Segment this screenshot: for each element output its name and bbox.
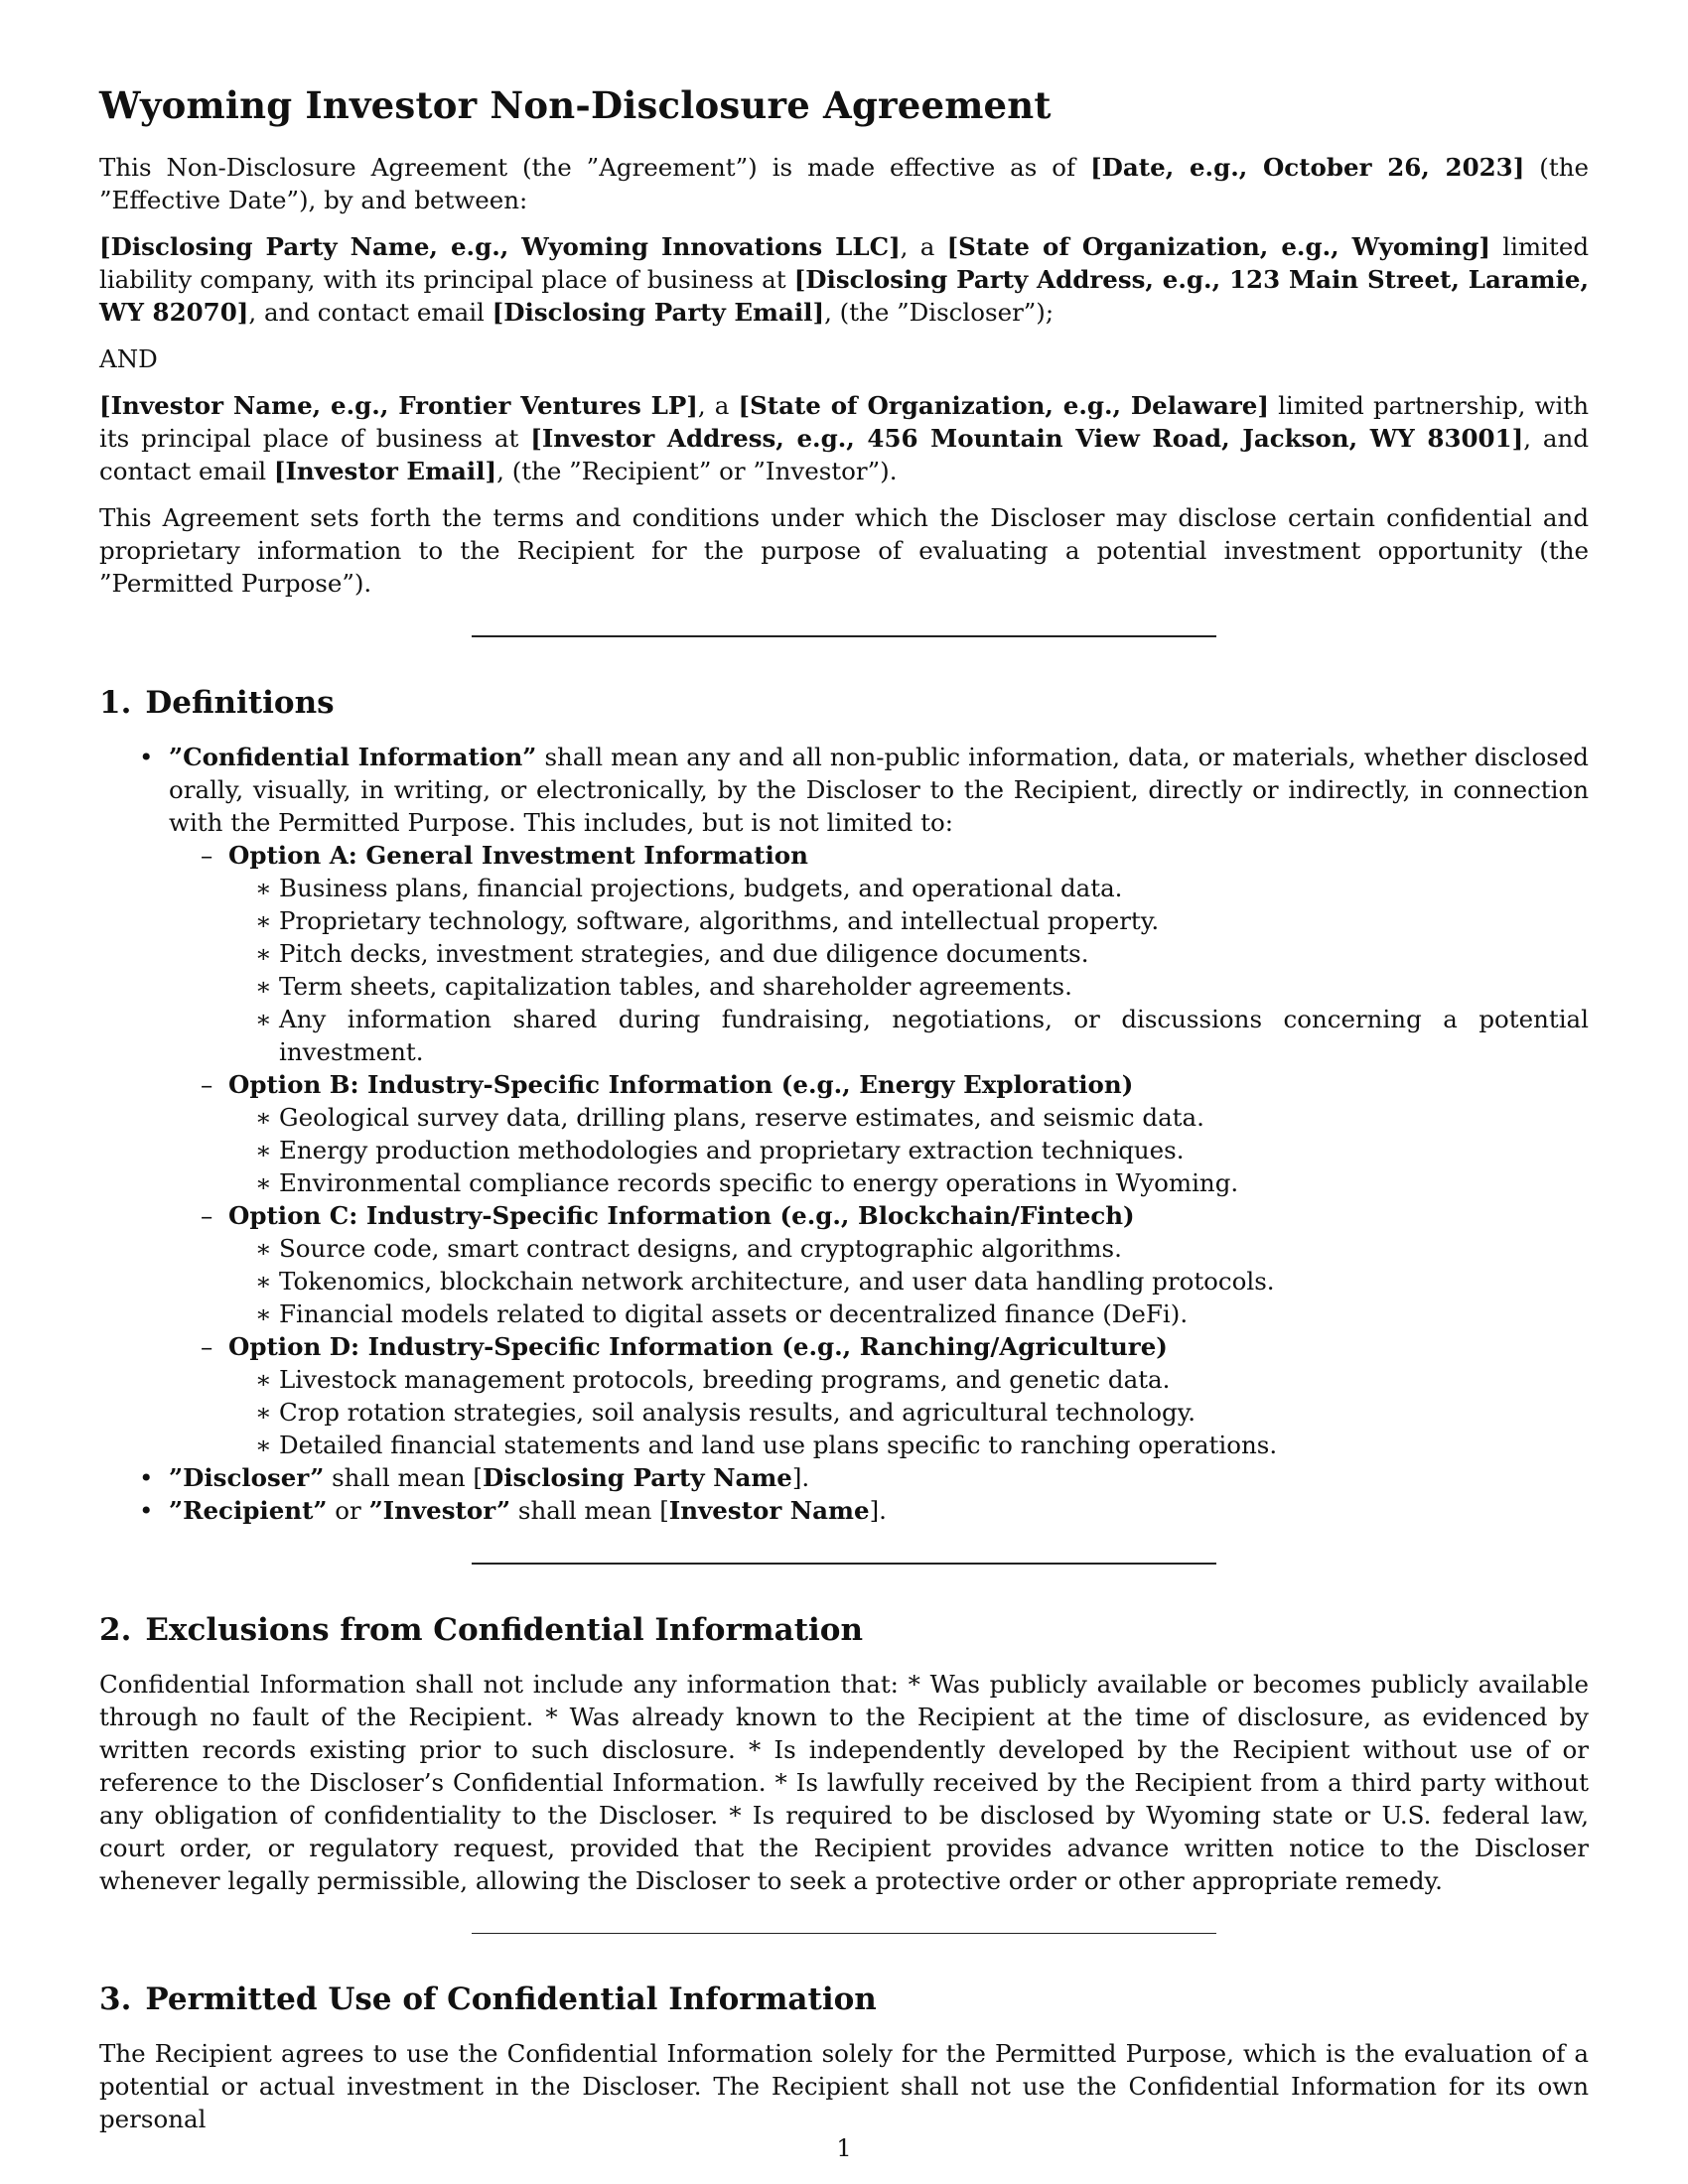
item-text: Any information shared during fundraising, negotiations, or discussions concerning a potential investment. [279, 1005, 1589, 1066]
investor-paragraph [99, 389, 1589, 487]
horizontal-rule [472, 1933, 1216, 1934]
item-text: Source code, smart contract designs, and cryptographic algorithms. [279, 1234, 1122, 1263]
discloser-text: , (the ”Discloser”); [824, 298, 1055, 327]
discloser-email-placeholder: [Disclosing Party Email] [492, 298, 825, 327]
section-number: 3. [99, 1981, 132, 2017]
investor-email-placeholder: [Investor Email] [273, 457, 497, 485]
definition-text: ]. [791, 1463, 810, 1492]
list-item [253, 1297, 1589, 1330]
list-item [253, 1429, 1589, 1461]
list-item [253, 1166, 1589, 1199]
option-label: Option A: General Investment Information [228, 841, 808, 870]
asterisk-icon: ∗ [255, 972, 272, 1001]
list-item [199, 839, 1589, 1068]
item-text: Financial models related to digital assets or decentralized finance (DeFi). [279, 1299, 1189, 1328]
permitted-use-paragraph: The Recipient agrees to use the Confidential Information solely for the Permitted Purpose, which is the evaluation of a potential or actual investment in the Discloser. The Recipient shall not use the Confidential Information for its own personal [99, 2039, 1589, 2133]
document-page [99, 83, 1589, 2149]
asterisk-icon: ∗ [255, 1103, 272, 1132]
dash-icon: – [201, 1070, 213, 1099]
document-title: Wyoming Investor Non-Disclosure Agreement [99, 83, 1052, 127]
asterisk-icon: ∗ [255, 1431, 272, 1459]
section-title: Definitions [145, 685, 335, 721]
section-number: 1. [99, 685, 132, 721]
discloser-text: limited liability company, with its principal place of business at [99, 232, 1589, 294]
list-item [253, 1265, 1589, 1297]
asterisk-icon: ∗ [255, 1299, 272, 1328]
definition-term: ”Recipient” [169, 1496, 328, 1525]
section-heading-permitted-use [99, 1981, 1589, 2017]
horizontal-rule [472, 635, 1216, 637]
list-item [253, 1134, 1589, 1166]
definition-text: shall mean [ [324, 1463, 483, 1492]
page-number: 1 [836, 2134, 852, 2162]
investor-name-placeholder: Investor Name [668, 1496, 870, 1525]
list-item [99, 1461, 1589, 1494]
bullet-icon: • [139, 1496, 154, 1525]
investor-state-placeholder: [State of Organization, e.g., Delaware] [738, 391, 1269, 420]
list-item [253, 872, 1589, 904]
option-items [253, 1101, 1589, 1199]
bullet-icon: • [139, 1463, 154, 1492]
item-text: Crop rotation strategies, soil analysis results, and agricultural technology. [279, 1398, 1196, 1427]
discloser-name-placeholder: Disclosing Party Name [482, 1463, 792, 1492]
asterisk-icon: ∗ [255, 1267, 272, 1296]
definition-term: ”Investor” [368, 1496, 511, 1525]
item-text: Pitch decks, investment strategies, and due diligence documents. [279, 939, 1089, 968]
list-item [99, 1494, 1589, 1527]
option-label: Option B: Industry-Specific Information (e.g., Energy Exploration) [228, 1070, 1134, 1099]
asterisk-icon: ∗ [255, 1005, 272, 1033]
asterisk-icon: ∗ [255, 1365, 272, 1394]
investor-address-placeholder: [Investor Address, e.g., 456 Mountain View Road, Jackson, WY 83001] [530, 424, 1524, 453]
investor-text: limited partnership, with its principal place of business at [99, 391, 1589, 453]
dash-icon: – [201, 1201, 213, 1230]
bullet-icon: • [139, 743, 154, 771]
effective-date-placeholder: [Date, e.g., October 26, 2023] [1090, 153, 1525, 182]
investor-text: , (the ”Recipient” or ”Investor”). [496, 457, 898, 485]
section-heading-exclusions [99, 1612, 1589, 1648]
intro-text: This Non-Disclosure Agreement (the ”Agreement”) is made effective as of [99, 153, 1091, 182]
asterisk-icon: ∗ [255, 939, 272, 968]
horizontal-rule [472, 1563, 1216, 1565]
asterisk-icon: ∗ [255, 906, 272, 935]
list-item [99, 741, 1589, 1461]
list-item [199, 1330, 1589, 1461]
and-separator: AND [99, 344, 158, 373]
list-item [253, 1003, 1589, 1068]
list-item [253, 1101, 1589, 1134]
options-list [199, 839, 1589, 1461]
discloser-address-placeholder: [Disclosing Party Address, e.g., 123 Main Street, Laramie, WY 82070] [99, 265, 1589, 327]
list-item [253, 937, 1589, 970]
item-text: Business plans, financial projections, budgets, and operational data. [279, 874, 1123, 902]
definition-text: or [327, 1496, 369, 1525]
item-text: Tokenomics, blockchain network architecture, and user data handling protocols. [279, 1267, 1275, 1296]
asterisk-icon: ∗ [255, 874, 272, 902]
intro-text: (the ”Effective Date”), by and between: [99, 153, 1589, 214]
option-items [253, 1363, 1589, 1461]
section-title: Exclusions from Confidential Information [145, 1612, 864, 1648]
item-text: Geological survey data, drilling plans, reserve estimates, and seismic data. [279, 1103, 1204, 1132]
item-text: Energy production methodologies and proprietary extraction techniques. [279, 1136, 1185, 1164]
asterisk-icon: ∗ [255, 1168, 272, 1197]
discloser-text: , a [900, 232, 947, 261]
discloser-text: , and contact email [248, 298, 492, 327]
dash-icon: – [201, 841, 213, 870]
asterisk-icon: ∗ [255, 1234, 272, 1263]
exclusions-paragraph: Confidential Information shall not include any information that: * Was publicly available or becomes publicly available through no fault of the Recipient. * Was already known to the Recipient at the time of disclosure, as evidenced by written records existing prior to such disclosure. * Is independently developed by the Recipient without use of or reference to the Discloser’s Confidential Information. * Is lawfully received by the Recipient from a third party without any obligation of confidentiality to the Discloser. * Is required to be disclosed by Wyoming state or U.S. federal law, court order, or regulatory request, provided that the Recipient provides advance written notice to the Discloser whenever legally permissible, allowing the Discloser to seek a protective order or other appropriate remedy. [99, 1670, 1589, 1895]
definition-term: ”Discloser” [169, 1463, 325, 1492]
item-text: Proprietary technology, software, algorithms, and intellectual property. [279, 906, 1160, 935]
purpose-paragraph: This Agreement sets forth the terms and conditions under which the Discloser may disclose certain confidential and proprietary information to the Recipient for the purpose of evaluating a potential investment opportunity (the ”Permitted Purpose”). [99, 503, 1589, 598]
list-item [199, 1199, 1589, 1330]
section-number: 2. [99, 1612, 132, 1648]
discloser-paragraph [99, 230, 1589, 329]
investor-text: , a [697, 391, 739, 420]
investor-text: , and contact email [99, 424, 1590, 485]
definitions-list [99, 741, 1589, 1527]
definition-text: shall mean any and all non-public information, data, or materials, whether disclosed orally, visually, in writing, or electronically, by the Discloser to the Recipient, directly or indirectly, in connection with the Permitted Purpose. This includes, but is not limited to: [169, 743, 1589, 837]
definition-term: ”Confidential Information” [169, 743, 537, 771]
dash-icon: – [201, 1332, 213, 1361]
option-items [253, 1232, 1589, 1330]
item-text: Term sheets, capitalization tables, and shareholder agreements. [279, 972, 1072, 1001]
investor-name-placeholder: [Investor Name, e.g., Frontier Ventures LP] [99, 391, 698, 420]
option-label: Option C: Industry-Specific Information (e.g., Blockchain/Fintech) [228, 1201, 1135, 1230]
discloser-name-placeholder: [Disclosing Party Name, e.g., Wyoming Innovations LLC] [99, 232, 901, 261]
list-item [253, 1363, 1589, 1396]
discloser-state-placeholder: [State of Organization, e.g., Wyoming] [946, 232, 1490, 261]
asterisk-icon: ∗ [255, 1136, 272, 1164]
item-text: Environmental compliance records specific to energy operations in Wyoming. [279, 1168, 1239, 1197]
list-item [253, 970, 1589, 1003]
definition-text: ]. [869, 1496, 887, 1525]
intro-paragraph [99, 151, 1589, 216]
section-title: Permitted Use of Confidential Information [145, 1981, 877, 2017]
item-text: Livestock management protocols, breeding programs, and genetic data. [279, 1365, 1171, 1394]
list-item [199, 1068, 1589, 1199]
definition-text: shall mean [ [510, 1496, 669, 1525]
section-heading-definitions [99, 685, 1589, 721]
list-item [253, 1232, 1589, 1265]
option-items [253, 872, 1589, 1068]
item-text: Detailed financial statements and land use plans specific to ranching operations. [279, 1431, 1278, 1459]
list-item [253, 1396, 1589, 1429]
list-item [253, 904, 1589, 937]
option-label: Option D: Industry-Specific Information (e.g., Ranching/Agriculture) [228, 1332, 1168, 1361]
asterisk-icon: ∗ [255, 1398, 272, 1427]
